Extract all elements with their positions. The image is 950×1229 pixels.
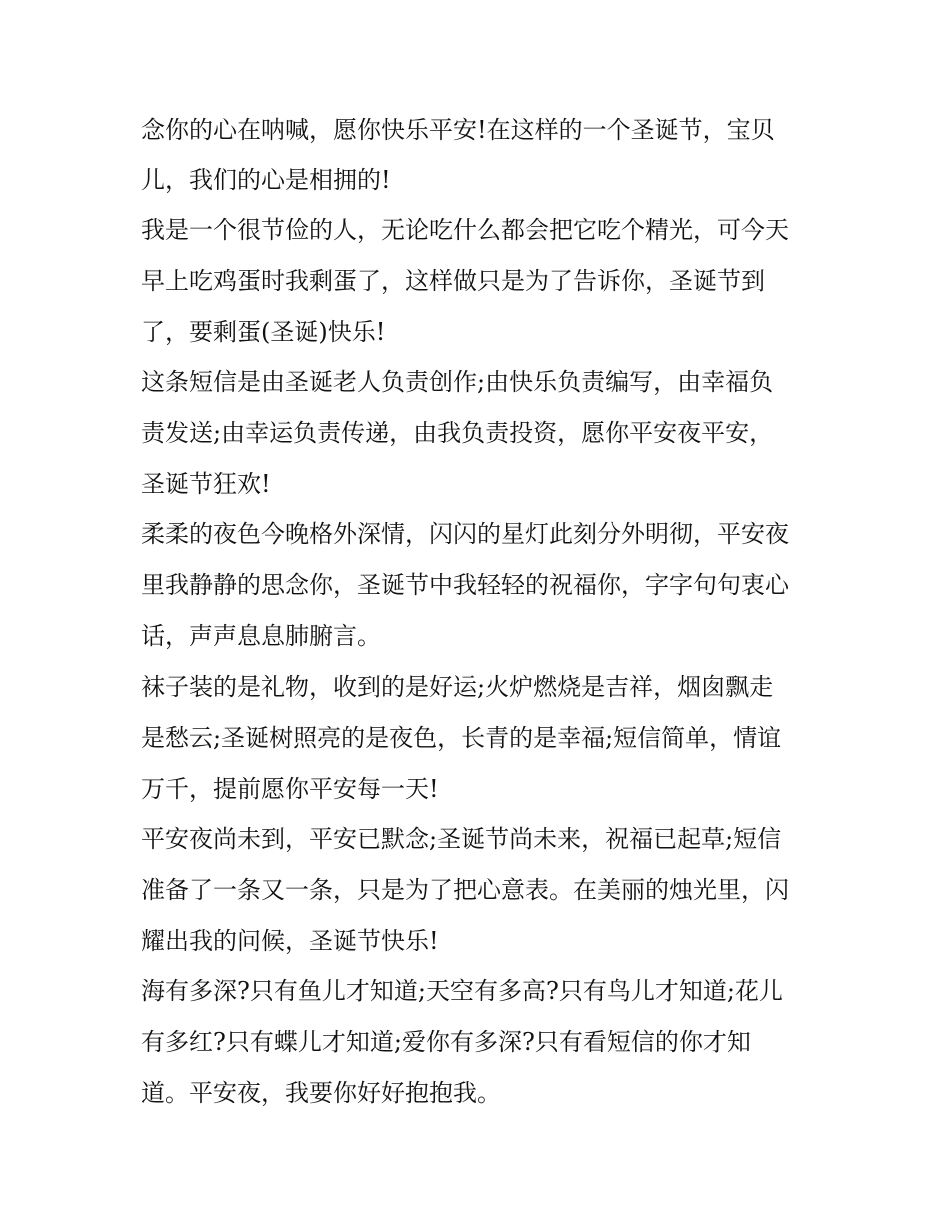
- text-line: 道。平安夜，我要你好好抱抱我。: [141, 1079, 501, 1107]
- text-line: 海有多深?只有鱼儿才知道;天空有多高?只有鸟儿才知道;花儿: [141, 977, 783, 1005]
- text-line: 圣诞节狂欢!: [141, 470, 271, 498]
- text-line: 里我静静的思念你，圣诞节中我轻轻的祝福你，字字句句衷心: [141, 571, 789, 599]
- text-line: 念你的心在呐喊，愿你快乐平安!在这样的一个圣诞节，宝贝: [141, 116, 775, 144]
- text-line: 是愁云;圣诞树照亮的是夜色，长青的是幸福;短信简单，情谊: [141, 724, 782, 752]
- text-line: 早上吃鸡蛋时我剩蛋了，这样做只是为了告诉你，圣诞节到: [141, 267, 765, 295]
- text-line: 耀出我的问候，圣诞节快乐!: [141, 927, 439, 955]
- text-line: 了，要剩蛋(圣诞)快乐!: [141, 318, 386, 346]
- text-line: 儿，我们的心是相拥的!: [141, 166, 391, 194]
- text-line: 平安夜尚未到，平安已默念;圣诞节尚未来，祝福已起草;短信: [141, 825, 782, 853]
- text-line: 袜子装的是礼物，收到的是好运;火炉燃烧是吉祥，烟囱飘走: [141, 673, 774, 701]
- text-line: 这条短信是由圣诞老人负责创作;由快乐负责编写，由幸福负: [141, 368, 774, 396]
- text-line: 有多红?只有蝶儿才知道;爱你有多深?只有看短信的你才知: [141, 1028, 751, 1056]
- text-line: 话，声声息息肺腑言。: [141, 622, 381, 650]
- text-line: 柔柔的夜色今晚格外深情，闪闪的星灯此刻分外明彻，平安夜: [141, 520, 789, 548]
- text-line: 责发送;由幸运负责传递，由我负责投资，愿你平安夜平安，: [141, 419, 774, 447]
- text-line: 准备了一条又一条，只是为了把心意表。在美丽的烛光里，闪: [141, 876, 789, 904]
- text-line: 万千，提前愿你平安每一天!: [141, 775, 439, 803]
- text-line: 我是一个很节俭的人，无论吃什么都会把它吃个精光，可今天: [141, 216, 789, 244]
